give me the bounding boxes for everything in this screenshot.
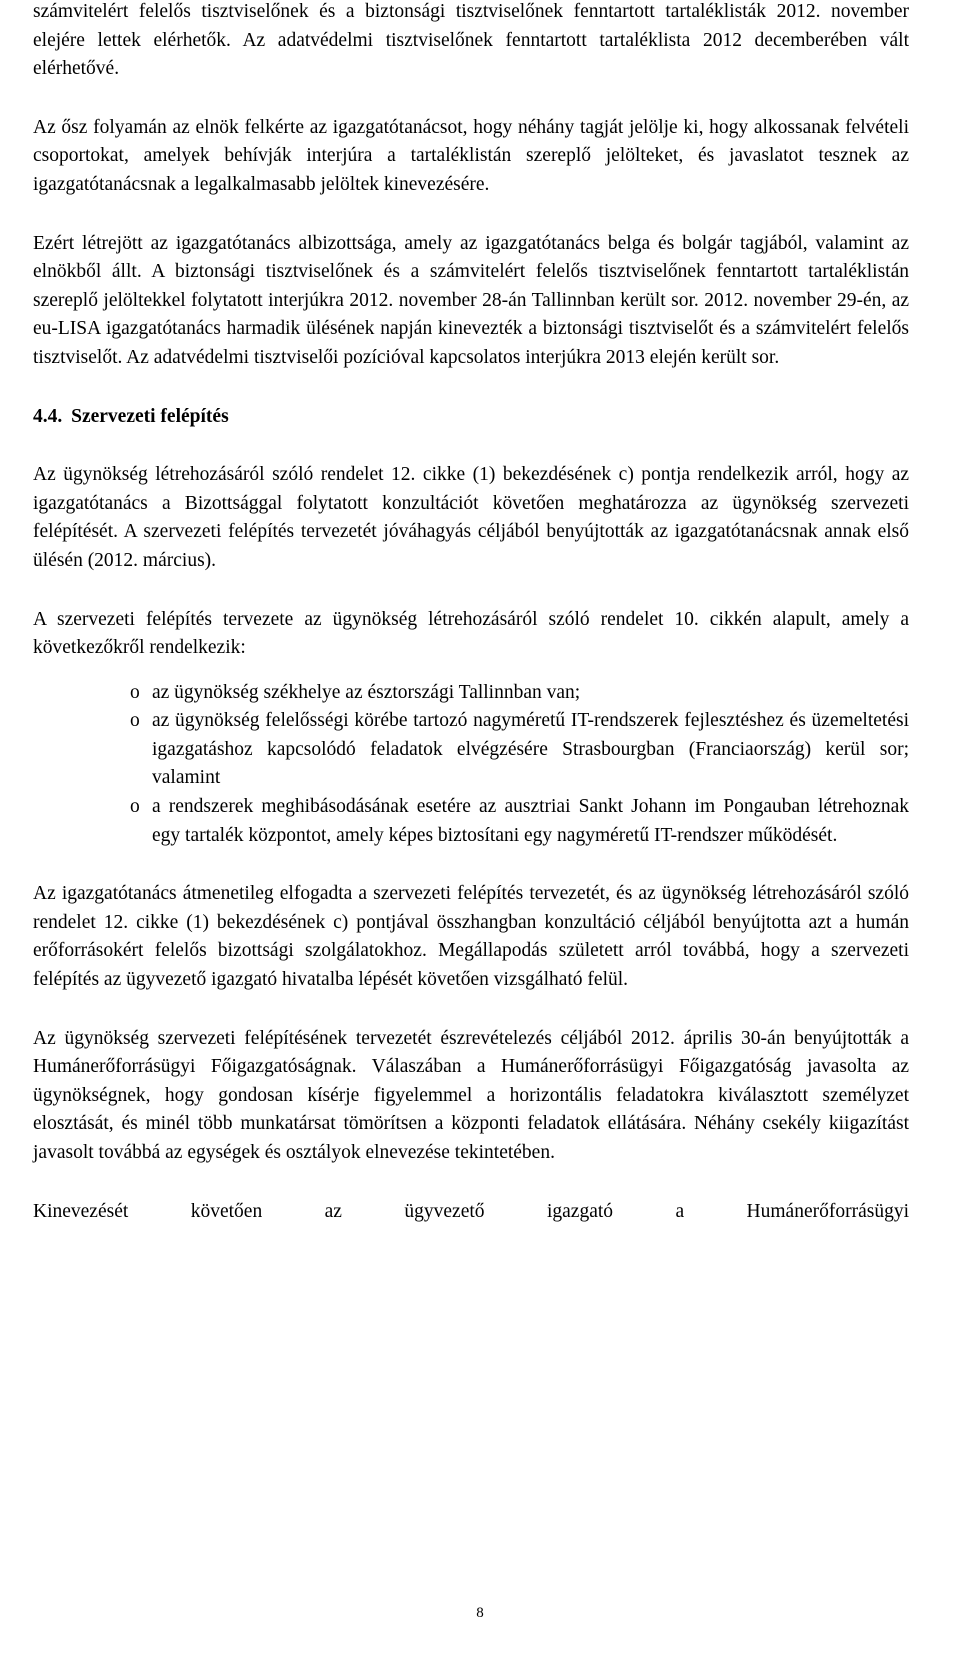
paragraph-board-adoption: Az igazgatótanács átmenetileg elfogadta a szervezeti felépítés tervezetét, és az ügynökség létrehozásáról szóló rendelet 12. cikke (1) bekezdésének c) pontjával összhangban konzultáció céljából benyújtotta azt a humán erőforrásokért felelős bizottsági szolgálatokhoz. Megállapodás született arról továbbá, hogy a szervezeti felépítés az ügyvezető igazgató hivatalba lépését követően vizsgálható felül.	[33, 883, 909, 991]
list-bullet: o	[130, 681, 140, 703]
section-number: 4.4.	[33, 405, 63, 427]
list-item-text: az ügynökség székhelye az észtországi Tallinnban van;	[152, 681, 581, 703]
page-body	[33, 0, 909, 1226]
list-item	[130, 707, 909, 793]
paragraph-structure-basis: A szervezeti felépítés tervezete az ügynökség létrehozásáról szóló rendelet 10. cikkén alapult, amely a következőkről rendelkezik:	[33, 608, 909, 659]
structure-list	[33, 679, 909, 851]
section-title: Szervezeti felépítés	[71, 405, 229, 427]
section-heading	[33, 403, 909, 432]
paragraph-appointment: Kinevezését követően az ügyvezető igazgató a Humánerőforrásügyi	[33, 1200, 909, 1222]
list-item	[130, 679, 909, 708]
list-bullet: o	[130, 796, 140, 818]
paragraph-selection-panels: Az ősz folyamán az elnök felkérte az igazgatótanácsot, hogy néhány tagját jelölje ki, hogy alkossanak felvételi csoportokat, amelyek behívják interjúra a tartaléklistán szereplő jelölteket, és javaslatot tesznek az igazgatótanácsnak a legalkalmasabb jelöltek kinevezésére.	[33, 116, 909, 195]
list-bullet: o	[130, 710, 140, 732]
list-item-text: az ügynökség felelősségi körébe tartozó nagyméretű IT-rendszerek fejlesztéshez és üzemeltetési igazgatáshoz kapcsolódó feladatok elvégzésére Strasbourgban (Franciaország) kerül sor; valamint	[152, 710, 909, 789]
page-number: 8	[476, 1605, 484, 1621]
paragraph-dg-hr-response: Az ügynökség szervezeti felépítésének tervezetét észrevételezés céljából 2012. április 30-án benyújtották a Humánerőforrásügyi Főigazgatóságnak. Válaszában a Humánerőforrásügyi Főigazgatóság javasolta az ügynökségnek, hogy gondosan kísérje figyelemmel a horizontális feladatokra kiválasztott személyzet elosztását, és minél több munkatársat tömörítsen a központi feladatok ellátására. Néhány csekély kiigazítást javasolt továbbá az egységek és osztályok elnevezése tekintetében.	[33, 1027, 909, 1163]
list-item	[130, 793, 909, 850]
paragraph-establishing-regulation: Az ügynökség létrehozásáról szóló rendelet 12. cikke (1) bekezdésének c) pontja rendelkezik arról, hogy az igazgatótanács a Bizottsággal folytatott konzultációt követően meghatározza az ügynökség szervezeti felépítését. A szervezeti felépítés tervezetét jóváhagyás céljából benyújtották az igazgatótanácsnak annak első ülésén (2012. március).	[33, 464, 909, 571]
list-item-text: a rendszerek meghibásodásának esetére az ausztriai Sankt Johann im Pongauban létrehoznak egy tartalék központot, amely képes biztosítani egy nagyméretű IT-rendszer működését.	[152, 796, 909, 846]
paragraph-reserve-lists: számvitelért felelős tisztviselőnek és a biztonsági tisztviselőnek fenntartott tartaléklisták 2012. november elejére lettek elérhetők. Az adatvédelmi tisztviselőnek fenntartott tartaléklista 2012 decemberében vált elérhetővé.	[33, 1, 909, 80]
paragraph-board-subcommittee: Ezért létrejött az igazgatótanács albizottsága, amely az igazgatótanács belga és bolgár tagjából, valamint az elnökből állt. A biztonsági tisztviselőnek és a számvitelért felelős tisztviselőnek fenntartott tartaléklistán szereplő jelöltekkel folytatott interjúkra 2012. november 28-án Tallinnban került sor. 2012. november 29-én, az eu-LISA igazgatótanács harmadik ülésének napján kinevezték a biztonsági tisztviselőt és a számvitelért felelős tisztviselőt. Az adatvédelmi tisztviselői pozícióval kapcsolatos interjúkra 2013 elején került sor.	[33, 232, 909, 368]
